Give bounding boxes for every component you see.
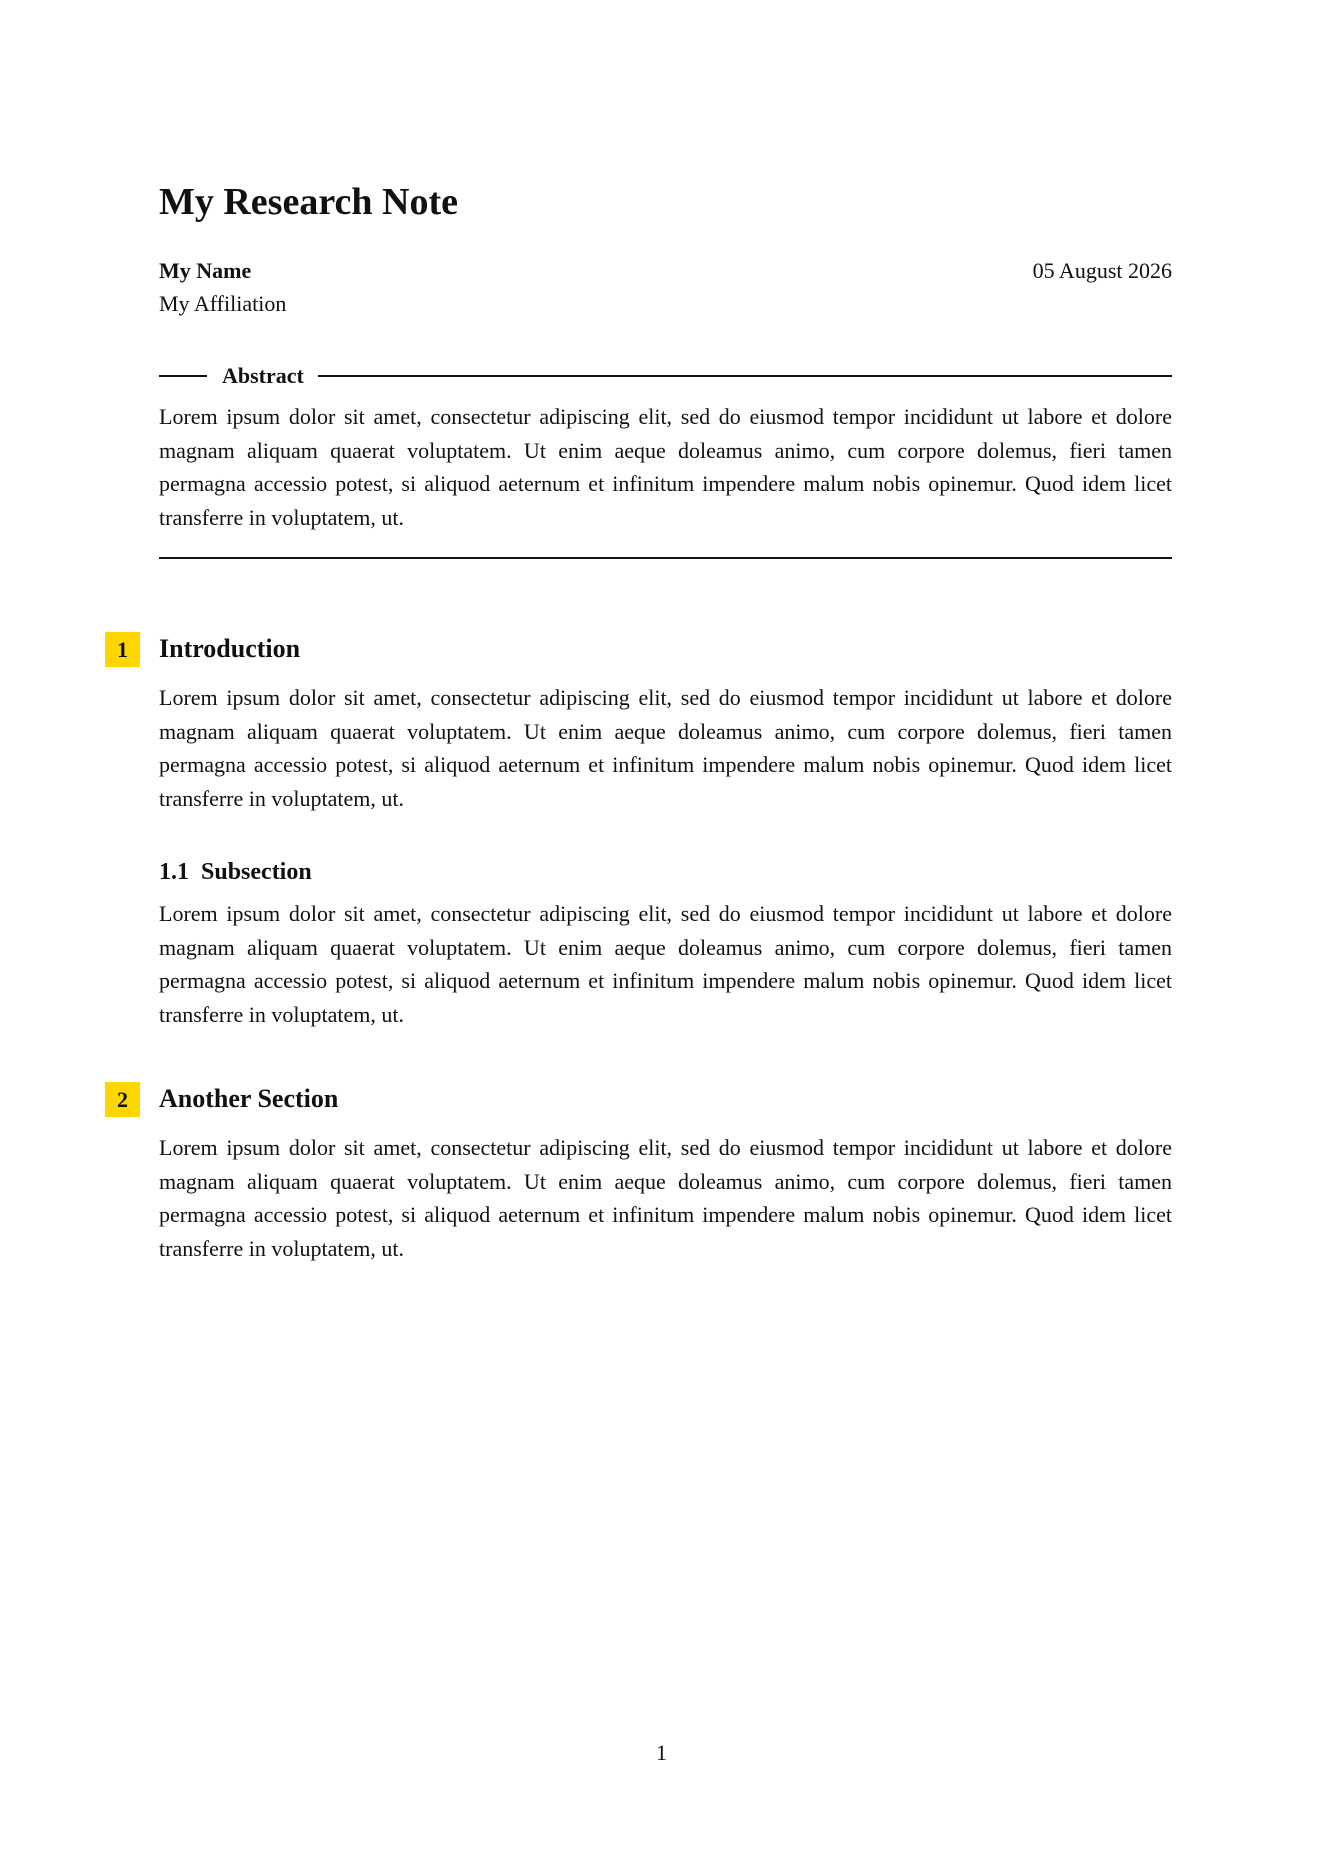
abstract-heading (159, 362, 1172, 390)
abstract-bottom-rule (159, 557, 1172, 559)
section-heading (117, 1081, 1172, 1117)
subsection-text: Lorem ipsum dolor sit amet, consectetur adipiscing elit, sed do eiusmod tempor incididunt ut labore et dolore magnam aliquam quaerat voluptatem. Ut enim aeque doleamus animo, cum corpore dolemus, fieri tamen permagna accessio potest, si aliquod aeternum et infinitum impendere malum nobis opinemur. Quod idem licet transferre in voluptatem, ut. (159, 901, 1172, 1027)
author-name: My Name (159, 258, 252, 283)
subsection-heading (159, 855, 1172, 889)
page-number: 1 (656, 1740, 667, 1765)
section-number-badge: 2 (105, 1082, 140, 1117)
section-title: Introduction (159, 634, 301, 663)
abstract-rule-right (318, 375, 1172, 377)
section-introduction (117, 631, 1172, 1031)
author-info (159, 254, 286, 320)
section-number-badge: 1 (105, 632, 140, 667)
abstract-block (159, 362, 1172, 559)
author-affiliation: My Affiliation (159, 291, 287, 316)
page-content (117, 178, 1172, 1265)
document-date: 05 August 2026 (1032, 258, 1172, 283)
abstract-label: Abstract (222, 363, 304, 388)
section-heading (117, 631, 1172, 667)
section-text: Lorem ipsum dolor sit amet, consectetur adipiscing elit, sed do eiusmod tempor incididunt ut labore et dolore magnam aliquam quaerat voluptatem. Ut enim aeque doleamus animo, cum corpore dolemus, fieri tamen permagna accessio potest, si aliquod aeternum et infinitum impendere malum nobis opinemur. Quod idem licet transferre in voluptatem, ut. (159, 1135, 1172, 1261)
subsection (159, 855, 1172, 1031)
subsection-number: 1.1 (159, 859, 189, 885)
section-text: Lorem ipsum dolor sit amet, consectetur adipiscing elit, sed do eiusmod tempor incididunt ut labore et dolore magnam aliquam quaerat voluptatem. Ut enim aeque doleamus animo, cum corpore dolemus, fieri tamen permagna accessio potest, si aliquod aeternum et infinitum impendere malum nobis opinemur. Quod idem licet transferre in voluptatem, ut. (159, 685, 1172, 811)
subsection-title: Subsection (201, 859, 312, 885)
section-another (117, 1081, 1172, 1265)
abstract-rule-left (159, 375, 207, 377)
abstract-text: Lorem ipsum dolor sit amet, consectetur adipiscing elit, sed do eiusmod tempor incididunt ut labore et dolore magnam aliquam quaerat voluptatem. Ut enim aeque doleamus animo, cum corpore dolemus, fieri tamen permagna accessio potest, si aliquod aeternum et infinitum impendere malum nobis opinemur. Quod idem licet transferre in voluptatem, ut. (159, 404, 1172, 530)
document-title: My Research Note (159, 181, 458, 223)
section-title: Another Section (159, 1084, 339, 1113)
author-block (159, 254, 1172, 320)
